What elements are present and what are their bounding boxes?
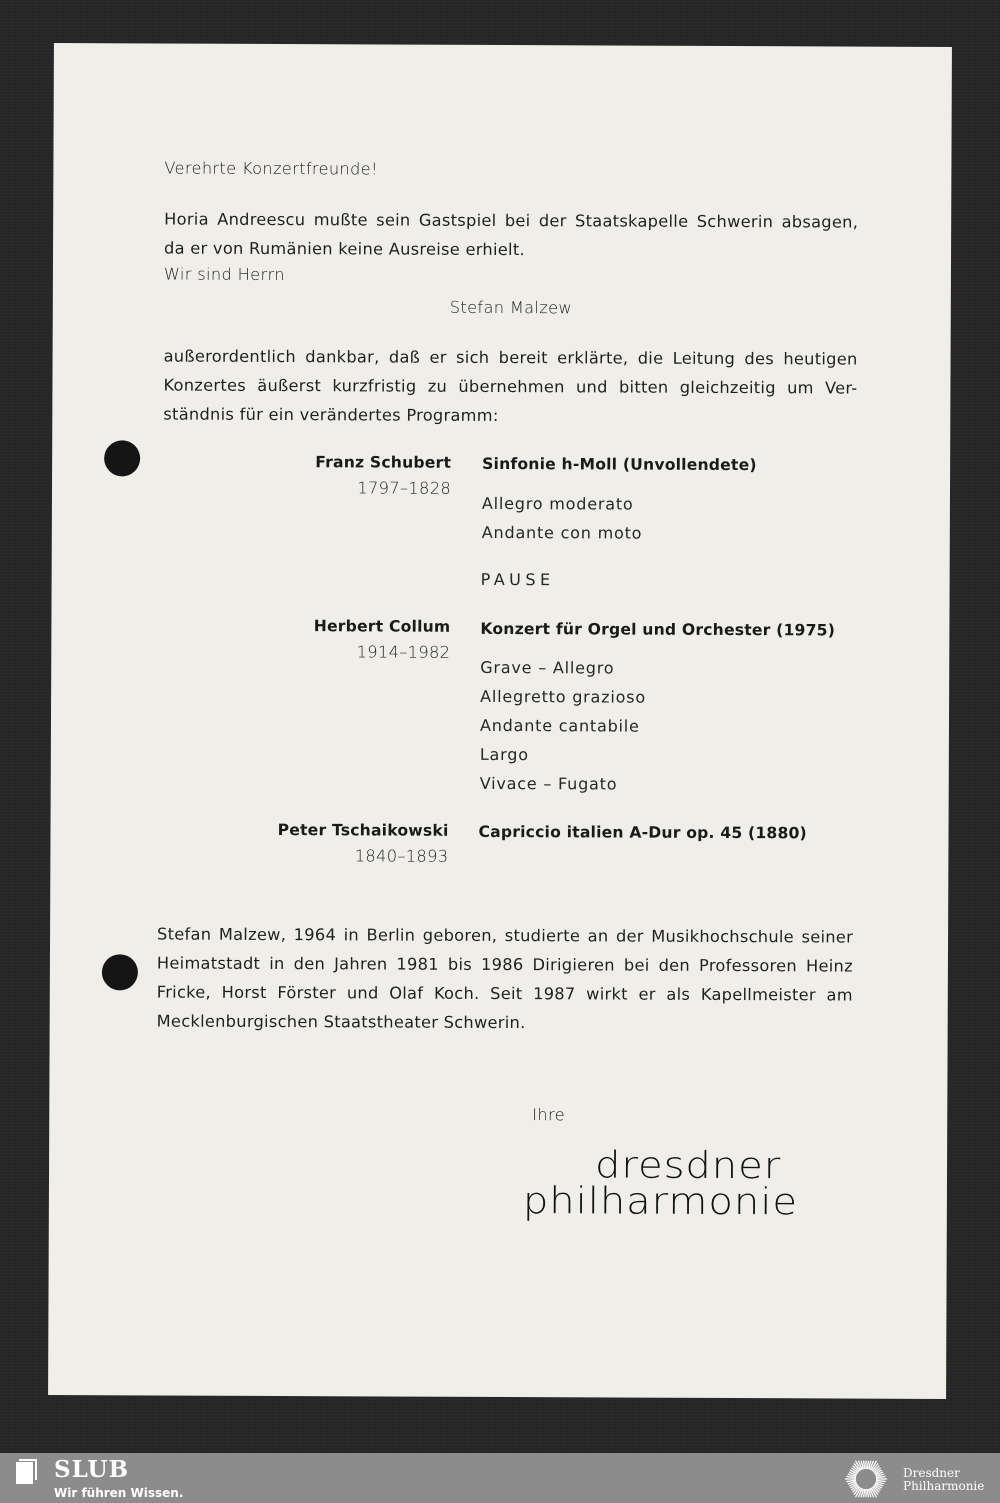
salutation: Verehrte Konzertfreunde! [164,158,378,179]
thanks-intro: Wir sind Herrn [163,264,285,285]
sunburst-icon [842,1454,890,1502]
punch-hole [104,440,140,476]
intermission-label: PAUSE [480,569,555,590]
movement: Largo [479,744,529,765]
movement: Allegro moderato [481,493,634,514]
paragraph-thanks [163,342,857,432]
sunburst-ray [864,1489,865,1497]
composer-dates: 1840–1893 [354,846,449,866]
sunburst-ray [867,1461,868,1469]
movement: Grave – Allegro [480,657,615,678]
paragraph-cancellation [164,205,858,266]
text-line: Stefan Malzew, 1964 in Berlin geboren, studierte an der Musikhochschule seiner [157,924,854,947]
text-line: Heimatstadt in den Jahren 1981 bis 1986 Dirigieren bei den Professoren Heinz [156,953,853,976]
composer-name: Franz Schubert [315,453,452,472]
conductor-name: Stefan Malzew [449,297,573,318]
book-icon [13,1458,40,1485]
text-line: Mecklenburgischen Staatstheater Schwerin. [156,1011,526,1033]
punch-hole [102,954,138,990]
logo-line-2: philharmonie [522,1179,799,1224]
work-title: Capriccio italien A-Dur op. 45 (1880) [478,822,807,843]
text-line: da er von Rumänien keine Ausreise erhielt. [164,238,525,260]
text-line: ständnis für ein verändertes Programm: [163,404,499,425]
brand-line-2: Philharmonie [903,1479,985,1493]
sunburst-ray [867,1489,868,1497]
logo-line-1: dresdner [594,1144,782,1188]
footer-bar [0,1453,1000,1503]
text-line: Horia Andreescu mußte sein Gastspiel bei der Staatskapelle Schwerin absagen, [164,209,859,232]
movement: Allegretto grazioso [480,686,646,707]
movement: Andante con moto [481,522,643,543]
composer-name: Peter Tschaikowski [277,821,449,840]
work-title: Konzert für Orgel und Orchester (1975) [480,619,836,640]
text-line: außerordentlich dankbar, daß er sich bereit erklärte, die Leitung des heutigen [163,346,858,369]
document-page [48,43,952,1399]
work-title: Sinfonie h-Moll (Unvollendete) [482,454,757,475]
slub-brand[interactable]: SLUB [54,1456,130,1483]
dresdner-philharmonie-brand[interactable] [903,1467,984,1493]
movement: Andante cantabile [479,715,640,736]
composer-name: Herbert Collum [313,617,451,636]
text-line: Konzertes äußerst kurzfristig zu übernehmen und bitten gleichzeitig um Ver- [163,375,858,398]
brand-line-1: Dresdner [903,1466,960,1480]
closing: Ihre [532,1105,566,1125]
slub-tagline: Wir führen Wissen. [54,1486,184,1500]
composer-dates: 1797–1828 [357,478,452,498]
text-line: Fricke, Horst Förster und Olaf Koch. Seit 1987 wirkt er als Kapellmeister am [156,982,853,1005]
conductor-biography [157,920,853,1039]
composer-dates: 1914–1982 [356,642,451,662]
sunburst-ray [864,1461,865,1469]
movement: Vivace – Fugato [479,773,618,794]
